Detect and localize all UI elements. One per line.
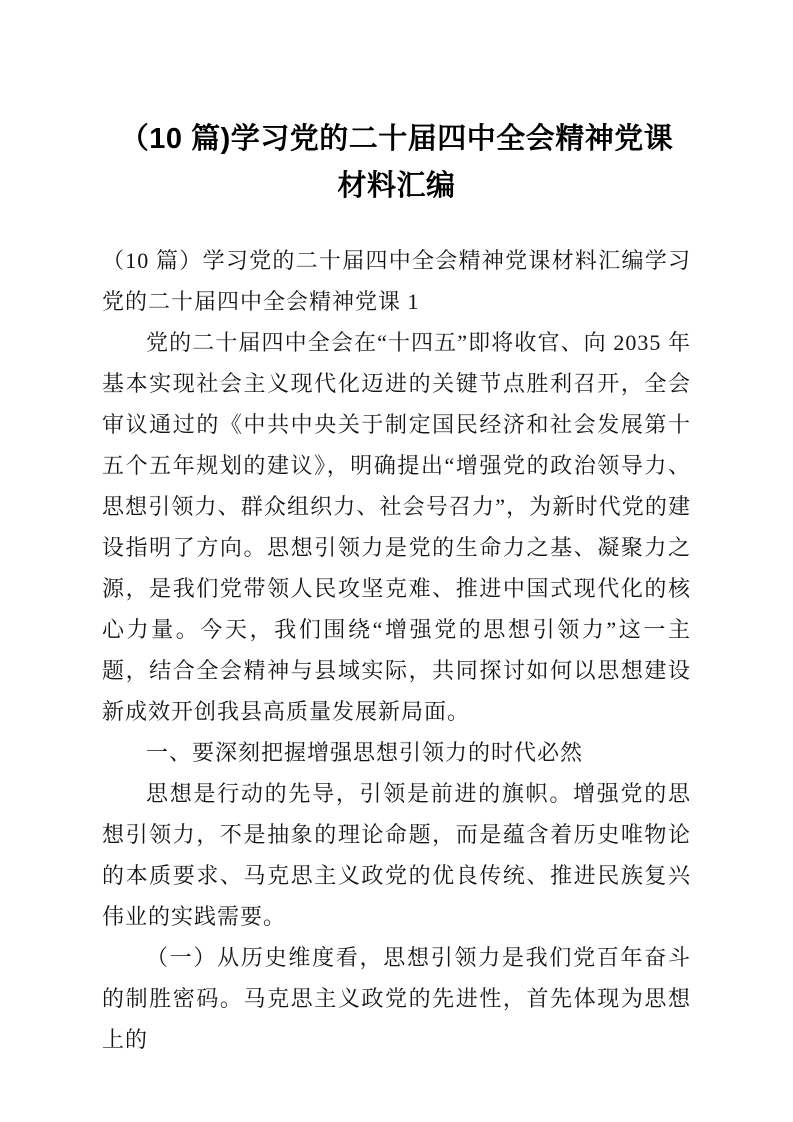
- subtitle-paragraph: （10 篇）学习党的二十届四中全会精神党课材料汇编学习党的二十届四中全会精神党课 1: [102, 248, 691, 314]
- section-heading: 一、要深刻把握增强思想引领力的时代必然: [146, 740, 584, 765]
- document-body: [102, 240, 691, 1060]
- intro-paragraph: 党的二十届四中全会在“十四五”即将收官、向 2035 年基本实现社会主义现代化迈进的关键节点胜利召开，全会审议通过的《中共中央关于制定国民经济和社会发展第十五个五年规划的建议》，明确提出“增强党的政治领导力、思想引领力、群众组织力、社会号召力”，为新时代党的建设指明了方向。思想引领力是党的生命力之基、凝聚力之源，是我们党带领人民攻坚克难、推进中国式现代化的核心力量。今天，我们围绕“增强党的思想引领力”这一主题，结合全会精神与县域实际，共同探讨如何以思想建设新成效开创我县高质量发展新局面。: [102, 330, 691, 724]
- body-paragraph: 思想是行动的先导，引领是前进的旗帜。增强党的思想引领力，不是抽象的理论命题，而是蕴含着历史唯物论的本质要求、马克思主义政党的优良传统、推进民族复兴伟业的实践需要。: [102, 781, 691, 929]
- body-paragraph-truncated: （一）从历史维度看，思想引领力是我们党百年奋斗的制胜密码。马克思主义政党的先进性，首先体现为思想上的: [102, 945, 691, 1052]
- document-title: （10 篇)学习党的二十届四中全会精神党课材料汇编: [119, 123, 674, 202]
